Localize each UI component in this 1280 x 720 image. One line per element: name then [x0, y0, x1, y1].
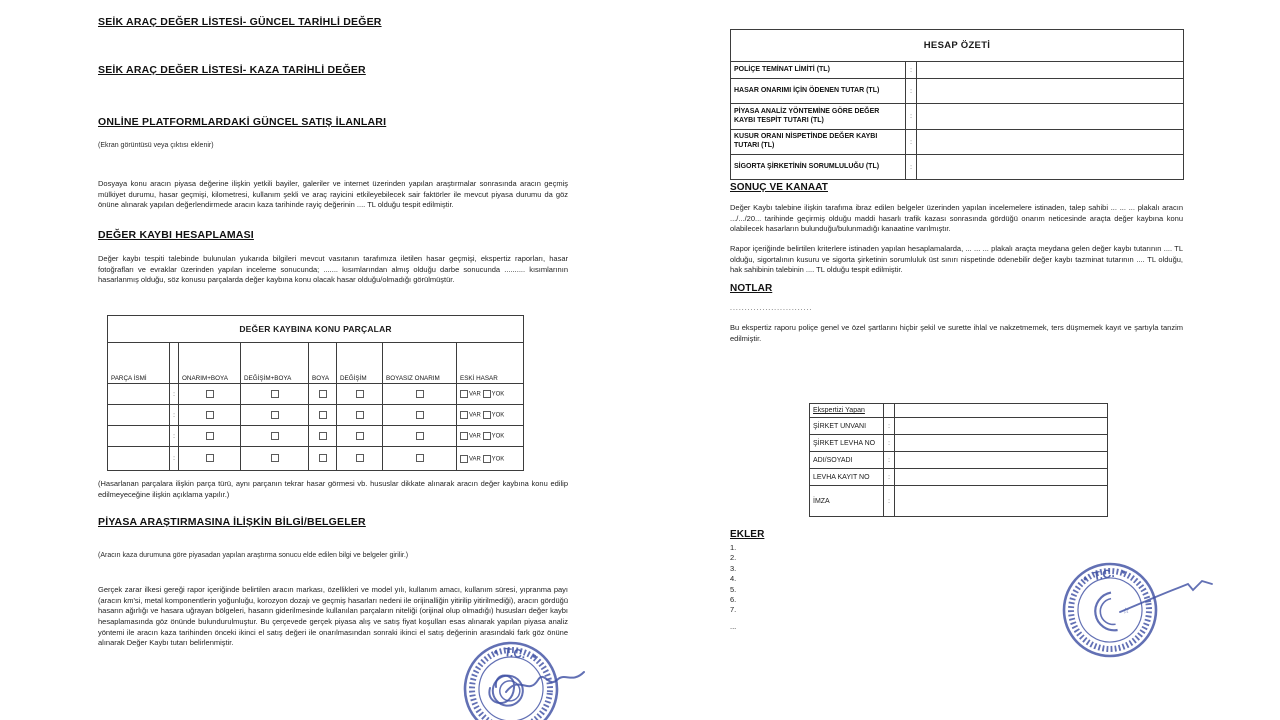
summary-label: SİGORTA ŞİRKETİNİN SORUMLULUĞU (TL) [731, 155, 906, 180]
colon: : [884, 486, 895, 517]
colon: : [906, 104, 917, 130]
attachment-item: 2. [730, 553, 737, 563]
checkbox-icon [460, 455, 468, 463]
summary-label: POLİÇE TEMİNAT LİMİTİ (TL) [731, 62, 906, 79]
col-header-replace: DEĞİŞİM [337, 343, 383, 384]
checkbox-icon [416, 411, 424, 419]
yok-label: YOK [491, 433, 505, 440]
checkbox-repair-paint [179, 384, 241, 405]
part-name-cell [108, 405, 170, 426]
signature-stroke-right [1120, 581, 1212, 612]
attachment-item: 5. [730, 584, 737, 594]
attachment-item: 1. [730, 543, 737, 552]
checkbox-icon [460, 411, 468, 419]
checkbox-icon [356, 432, 364, 440]
attachment-item-ellipsis: ... [730, 621, 737, 631]
parts-table-row [108, 405, 524, 426]
parts-table-row [108, 426, 524, 447]
checkbox-icon [271, 454, 279, 462]
checkbox-icon [356, 454, 364, 462]
stamp-tc-label: T.C. [503, 645, 527, 662]
heading-attachments: EKLER [730, 529, 765, 540]
parts-table-title: DEĞER KAYBINA KONU PARÇALAR [108, 316, 524, 343]
heading-notes: NOTLAR [730, 283, 773, 294]
plate-reg-no-value [895, 469, 1108, 486]
checkbox-paint [309, 384, 337, 405]
checkbox-paintless-repair [383, 447, 457, 471]
part-name-cell [108, 384, 170, 405]
dotted-line: ............................ [730, 305, 813, 312]
checkbox-icon [319, 411, 327, 419]
checkbox-repair-paint [179, 426, 241, 447]
heading-loss-calculation: DEĞER KAYBI HESAPLAMASI [98, 229, 254, 241]
checkbox-icon [483, 411, 491, 419]
name-surname-label: ADI/SOYADI [810, 452, 884, 469]
report-page-left [90, 0, 570, 720]
heading-market-info: PİYASA ARAŞTIRMASINA İLİŞKİN BİLGİ/BELGELER [98, 516, 366, 528]
summary-row [731, 155, 1184, 180]
colon: : [906, 79, 917, 104]
expert-row [810, 486, 1108, 517]
note-market-info: (Aracın kaza durumuna göre piyasadan yapılan araştırma sonucu elde edilen bilgi ve belgeler girilir.) [98, 552, 409, 559]
paragraph-conclusion-1: Değer Kaybı talebine ilişkin tarafıma ibraz edilen belgeler üzerinden yapılan incelemelere istinaden, talep sahibi ... ... ... plakalı aracın .../.../20... tarihinde geçirmiş olduğu maddi hasarlı trafik kazası sonrasında gördüğü onarım neticesinde araçta değer kaybına konu olabilecek hasarların bulunduğu/bulunmadığı kanaatine varılmıştır. [730, 203, 1183, 234]
expert-label: Ekspertizi Yapan [810, 404, 884, 418]
paragraph-real-loss: Gerçek zarar ilkesi gereği rapor içeriğinde belirtilen aracın markası, özellikleri ve model yılı, kullanım amacı, kullanım süresi, yıpranma payı (aracın km'si, metal komponentlerin yoğunluğu, korozyon dozajı ve geçmiş hasarları nedeni ile orijinalliğin yitirilip yitirilmediği), aracın gördüğü hasarın ağırlığı ve hasara uğrayan bölgeleri, hasarın giderilmesinde kullanılan parçaların niteliği (orijinal olup olmadığı) hususları değer kaybı hesaplamasında göz önünde bulundurulmuştur. Bu çerçevede gerçek piyasa alış ve satış fiyat koşulları esas alınarak yapılan piyasa analiz yöntemi ile aracın kaza tarihinden önceki ikinci el satış değeri ile onarılmasından sonraki ikinci el satış değerinin arasındaki fark göz önüne alınarak Değer Kaybı tutarı belirlenmiştir. [98, 585, 568, 648]
heading-online-listings: ONLİNE PLATFORMLARDAKİ GÜNCEL SATIŞ İLANLARI [98, 116, 387, 128]
var-label: VAR [469, 412, 481, 419]
checkbox-icon [483, 390, 491, 398]
old-damage-cell [457, 447, 524, 471]
checkbox-paintless-repair [383, 405, 457, 426]
checkbox-icon [319, 454, 327, 462]
summary-value [917, 155, 1184, 180]
parts-table-row [108, 384, 524, 405]
checkbox-icon [356, 390, 364, 398]
checkbox-icon [271, 390, 279, 398]
heading-price-list-current: SEİK ARAÇ DEĞER LİSTESİ- GÜNCEL TARİHLİ DEĞER [98, 16, 382, 28]
var-label: VAR [469, 456, 481, 463]
checkbox-icon [460, 432, 468, 440]
checkbox-icon [271, 432, 279, 440]
checkbox-replace [337, 405, 383, 426]
summary-table-title: HESAP ÖZETİ [731, 30, 1184, 62]
summary-label: PİYASA ANALİZ YÖNTEMİNE GÖRE DEĞER KAYBI TESPİT TUTARI (TL) [731, 104, 906, 130]
expert-row [810, 435, 1108, 452]
heading-conclusion: SONUÇ VE KANAAT [730, 182, 828, 193]
colon: : [884, 435, 895, 452]
summary-row [731, 104, 1184, 130]
summary-label: HASAR ONARIMI İÇİN ÖDENEN TUTAR (TL) [731, 79, 906, 104]
yok-label: YOK [491, 391, 505, 398]
checkbox-icon [319, 432, 327, 440]
summary-value [917, 104, 1184, 130]
part-name-cell [108, 447, 170, 471]
parts-table [107, 315, 524, 471]
paragraph-notes: Bu ekspertiz raporu poliçe genel ve özel şartlarını hiçbir şekil ve surette ihlal ve nakzetmemek, ters düşmemek kayıt ve şartıyla tanzim edilmiştir. [730, 323, 1183, 343]
expert-row [810, 404, 1108, 418]
checkbox-replace [337, 384, 383, 405]
checkbox-icon [416, 432, 424, 440]
colon: : [884, 469, 895, 486]
official-stamp-left [448, 636, 618, 720]
official-stamp-right [1052, 548, 1232, 668]
summary-row [731, 62, 1184, 79]
colon: : [170, 384, 179, 405]
summary-row [731, 130, 1184, 155]
stamp-crescent-icon [1092, 593, 1117, 634]
expert-row [810, 418, 1108, 435]
expert-value [895, 404, 1108, 418]
checkbox-replace-paint [241, 447, 309, 471]
checkbox-paint [309, 447, 337, 471]
checkbox-repair-paint [179, 447, 241, 471]
heading-price-list-accident: SEİK ARAÇ DEĞER LİSTESİ- KAZA TARİHLİ DEĞER [98, 64, 366, 76]
attachment-item: 3. [730, 563, 737, 573]
summary-row [731, 79, 1184, 104]
stamp-crescent-icon [1098, 599, 1115, 627]
paragraph-conclusion-2: Rapor içeriğinde belirtilen kriterlere istinaden yapılan hesaplamalarda, ... ... ... plakalı araçta meydana gelen değer kaybı tutarının .... TL olduğu, sigortalının kusuru ve sigorta şirketinin sorumluluk üst sınırı nispetinde ödenebilir değer kaybı tazminat tutarının .... TL olduğu, hak sahibinin talebinin .... TL olduğu tespit edilmiştir. [730, 244, 1183, 275]
note-screenshot: (Ekran görüntüsü veya çıktısı eklenir) [98, 142, 214, 149]
attachments-list [730, 543, 736, 632]
summary-value [917, 130, 1184, 155]
checkbox-replace-paint [241, 405, 309, 426]
old-damage-cell [457, 384, 524, 405]
checkbox-icon [483, 432, 491, 440]
checkbox-icon [206, 454, 214, 462]
summary-value [917, 79, 1184, 104]
plate-reg-no-label: LEVHA KAYIT NO [810, 469, 884, 486]
parts-table-row [108, 447, 524, 471]
col-header-part-name: PARÇA İSMİ [108, 343, 170, 384]
colon: : [884, 418, 895, 435]
checkbox-paintless-repair [383, 426, 457, 447]
checkbox-paint [309, 405, 337, 426]
summary-label: KUSUR ORANI NİSPETİNDE DEĞER KAYBI TUTARI (TL) [731, 130, 906, 155]
old-damage-cell [457, 426, 524, 447]
yok-label: YOK [491, 412, 505, 419]
checkbox-icon [206, 390, 214, 398]
checkbox-paint [309, 426, 337, 447]
checkbox-icon [416, 454, 424, 462]
colon: : [906, 130, 917, 155]
checkbox-replace [337, 447, 383, 471]
company-name-label: ŞİRKET UNVANI [810, 418, 884, 435]
signature-value [895, 486, 1108, 517]
var-label: VAR [469, 391, 481, 398]
stamp-tc-label: T.C. [1092, 565, 1116, 584]
attachment-item: 6. [730, 595, 737, 605]
attachment-item: 7. [730, 605, 737, 615]
checkbox-icon [319, 390, 327, 398]
checkbox-replace-paint [241, 384, 309, 405]
summary-table [730, 29, 1184, 180]
checkbox-icon [460, 390, 468, 398]
paragraph-market-research: Dosyaya konu aracın piyasa değerine ilişkin yetkili bayiler, galeriler ve internet üzerinden yapılan araştırmalar sonrasında aracın geçmiş mülkiyet durumu, hasar geçmişi, kilometresi, kullanım şekli ve araç rayicini etkileyebilecek sair faktörler ile mevcut piyasa durumu da göz önüne alınarak yapılan değerlendirmede aracın kaza tarihinde rayiç değerinin .... TL olduğu tespit edilmiştir. [98, 179, 568, 210]
colon: : [884, 452, 895, 469]
paragraph-loss-calculation: Değer kaybı tespiti talebinde bulunulan yukarıda bilgileri mevcut vasıtanın tarafımıza iletilen hasar geçmişi, ekspertiz raporları, hasar fotoğrafları ve evraklar üzerinden yapılan inceleme sonucunda; ....... kısımlarından almış olduğu darbe sonucunda .......... kısımlarının hasarlanmış olduğu, söz konusu parçalarda değer kaybına konu olacak hasar olduğu/olmadığı görülmüştür. [98, 254, 568, 285]
name-surname-value [895, 452, 1108, 469]
col-header-old-damage: ESKİ HASAR [457, 343, 524, 384]
company-plate-no-label: ŞİRKET LEVHA NO [810, 435, 884, 452]
checkbox-icon [206, 432, 214, 440]
colon: : [170, 426, 179, 447]
col-header-colon-spacer [170, 343, 179, 384]
expert-table [809, 403, 1108, 517]
colon: : [906, 155, 917, 180]
checkbox-replace [337, 426, 383, 447]
summary-value [917, 62, 1184, 79]
expert-row [810, 452, 1108, 469]
colon: : [906, 62, 917, 79]
colon: : [170, 405, 179, 426]
col-header-paint: BOYA [309, 343, 337, 384]
old-damage-cell [457, 405, 524, 426]
company-name-value [895, 418, 1108, 435]
yok-label: YOK [491, 456, 505, 463]
colon-spacer [884, 404, 895, 418]
expert-row [810, 469, 1108, 486]
checkbox-icon [206, 411, 214, 419]
col-header-replace-paint: DEĞİŞİM+BOYA [241, 343, 309, 384]
stamp-star-icon: ☆ [1121, 605, 1131, 616]
col-header-repair-paint: ONARIM+BOYA [179, 343, 241, 384]
checkbox-icon [416, 390, 424, 398]
var-label: VAR [469, 433, 481, 440]
col-header-paintless-repair: BOYASIZ ONARIM [383, 343, 457, 384]
checkbox-icon [356, 411, 364, 419]
checkbox-replace-paint [241, 426, 309, 447]
checkbox-icon [271, 411, 279, 419]
attachment-item: 4. [730, 574, 737, 584]
note-parts: (Hasarlanan parçalara ilişkin parça türü, aynı parçanın tekrar hasar görmesi vb. hususlar dikkate alınarak aracın değer kaybına konu edilip edilmeyeceğine ilişkin açıklama yapılır.) [98, 479, 568, 499]
checkbox-repair-paint [179, 405, 241, 426]
checkbox-paintless-repair [383, 384, 457, 405]
colon: : [170, 447, 179, 471]
checkbox-icon [483, 455, 491, 463]
part-name-cell [108, 426, 170, 447]
company-plate-no-value [895, 435, 1108, 452]
signature-label: İMZA [810, 486, 884, 517]
